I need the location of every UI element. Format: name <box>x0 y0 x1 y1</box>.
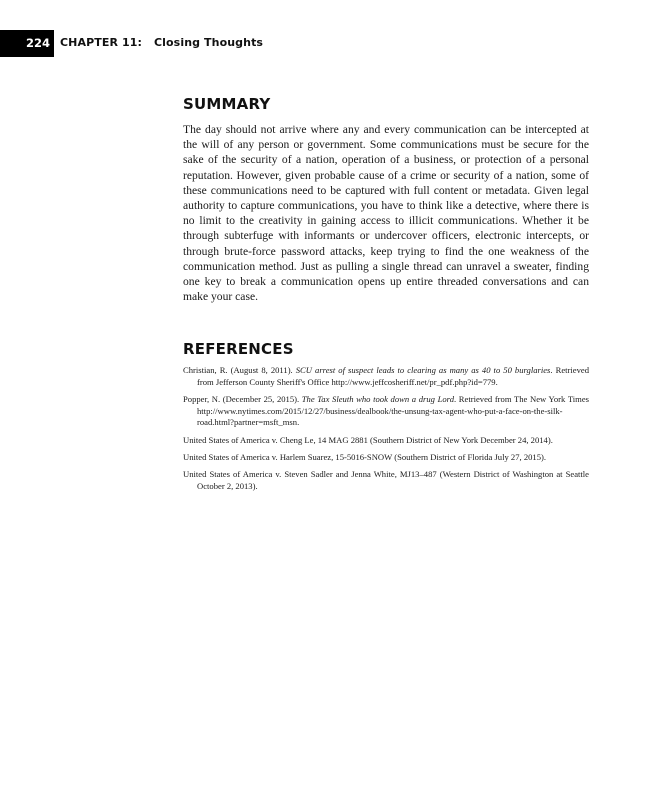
summary-heading: SUMMARY <box>183 95 271 113</box>
reference-item: Christian, R. (August 8, 2011). SCU arrest of suspect leads to clearing as many as 40 to 50 burglaries. Retrieved from Jefferson County Sheriff's Office http://www.jeffcosheriff.net/pr_pdf.php?id=779. <box>183 365 589 387</box>
references-heading: REFERENCES <box>183 340 294 358</box>
reference-item: Popper, N. (December 25, 2015). The Tax Sleuth who took down a drug Lord. Retrieved from The New York Times http://www.nytimes.com/2015/12/27/business/dealbook/the-unsung-tax-agent-who-put-a-face-on-the-silk-road.html?partner=msft_msn. <box>183 393 589 428</box>
page-number: 224 <box>0 30 54 57</box>
chapter-label: CHAPTER 11: <box>60 36 142 49</box>
summary-paragraph: The day should not arrive where any and every communication can be intercepted at the will of any person or government. Some communications must be secure for the sake of the security of a nation, operation of a business, or protection of a personal reputation. However, given probable cause of a crime or security of a nation, some of these communications need to be captured with full content or metadata. Given legal authority to capture communications, you have to think like a detective, where there is no limit to the creativity in gaining access to illicit communications. Whether it be through subterfuge with informants or undercover officers, electronic intercepts, or through brute-force password attacks, keep trying to find the one weakness of the communication method. Just as pulling a single thread can unravel a sweater, finding one key to break a communication opens up entire threaded conversations and can make your case. <box>183 123 589 304</box>
references-list <box>183 365 589 498</box>
reference-item: United States of America v. Harlem Suarez, 15-5016-SNOW (Southern District of Florida July 27, 2015). <box>183 451 547 462</box>
chapter-heading <box>60 36 263 49</box>
chapter-title: Closing Thoughts <box>153 36 264 49</box>
reference-item: United States of America v. Cheng Le, 14 MAG 2881 (Southern District of New York December 24, 2014). <box>183 434 553 445</box>
reference-item: United States of America v. Steven Sadler and Jenna White, MJ13–487 (Western District of Washington at Seattle October 2, 2013). <box>183 468 589 491</box>
running-header <box>0 0 647 62</box>
